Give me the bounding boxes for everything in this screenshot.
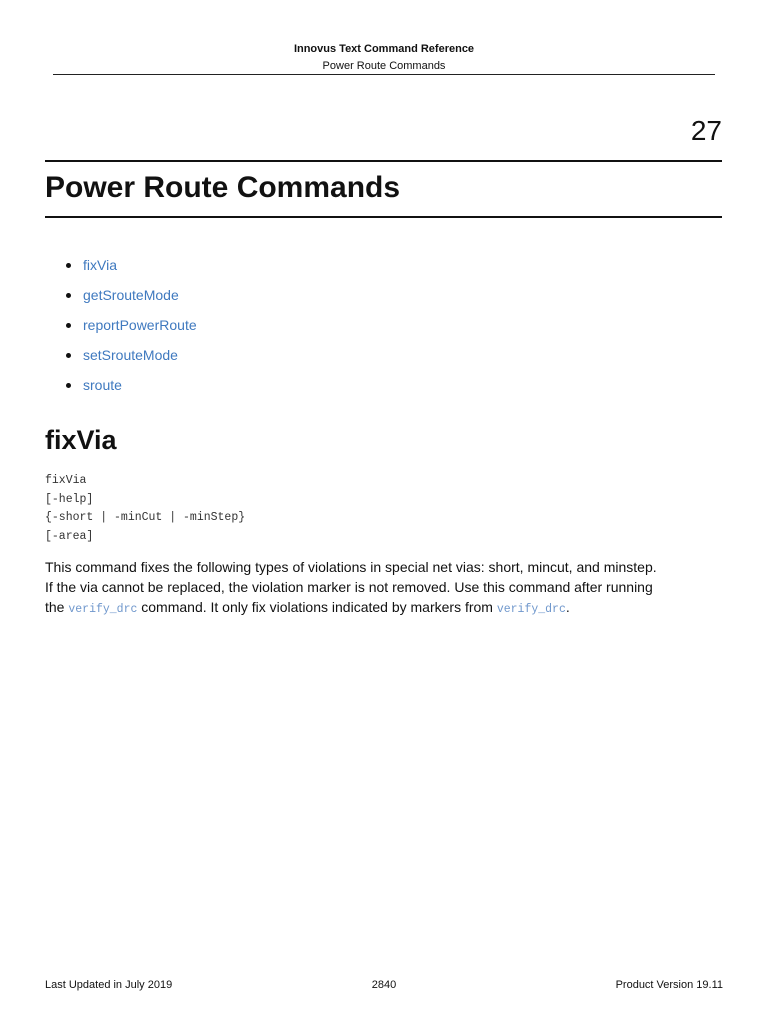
link-sroute[interactable]: sroute xyxy=(83,377,122,393)
chapter-title: Power Route Commands xyxy=(45,171,401,204)
description-text: the xyxy=(45,599,69,615)
page-number: 2840 xyxy=(371,979,397,991)
bullet-icon xyxy=(66,263,71,268)
link-getsroutemode[interactable]: getSrouteMode xyxy=(83,287,179,303)
command-description xyxy=(45,557,725,620)
bullet-icon xyxy=(66,323,71,328)
last-updated: Last Updated in July 2019 xyxy=(45,979,173,991)
syntax-line: fixVia xyxy=(45,474,87,487)
chapter-divider-bottom xyxy=(45,216,722,218)
description-line: This command fixes the following types of violations in special net vias: short, mincut, and minstep. xyxy=(45,559,657,575)
document-subtitle: Power Route Commands xyxy=(322,60,446,72)
document-title: Innovus Text Command Reference xyxy=(293,43,475,55)
chapter-divider-top xyxy=(45,160,722,162)
description-text: command. It only fix violations indicated by markers from xyxy=(137,599,497,615)
header-divider xyxy=(53,74,715,75)
chapter-number: 27 xyxy=(690,115,722,146)
syntax-line: [-area] xyxy=(45,529,94,543)
section-title: fixVia xyxy=(45,425,117,455)
description-text: . xyxy=(565,599,570,615)
verify-drc-link[interactable]: verify_drc xyxy=(496,603,566,616)
product-version: Product Version 19.11 xyxy=(615,979,723,991)
command-syntax xyxy=(45,472,245,546)
link-fixvia[interactable]: fixVia xyxy=(83,257,117,273)
bullet-icon xyxy=(66,383,71,388)
verify-drc-link[interactable]: verify_drc xyxy=(68,603,138,616)
bullet-icon xyxy=(66,293,71,298)
link-reportpowerroute[interactable]: reportPowerRoute xyxy=(83,317,197,333)
description-line xyxy=(45,597,725,620)
syntax-line: [-help] xyxy=(45,492,94,506)
description-line: If the via cannot be replaced, the violation marker is not removed. Use this command after running xyxy=(45,579,653,595)
link-setsroutemode[interactable]: setSrouteMode xyxy=(83,347,178,363)
syntax-line: {-short | -minCut | -minStep} xyxy=(45,511,246,524)
bullet-icon xyxy=(66,353,71,358)
